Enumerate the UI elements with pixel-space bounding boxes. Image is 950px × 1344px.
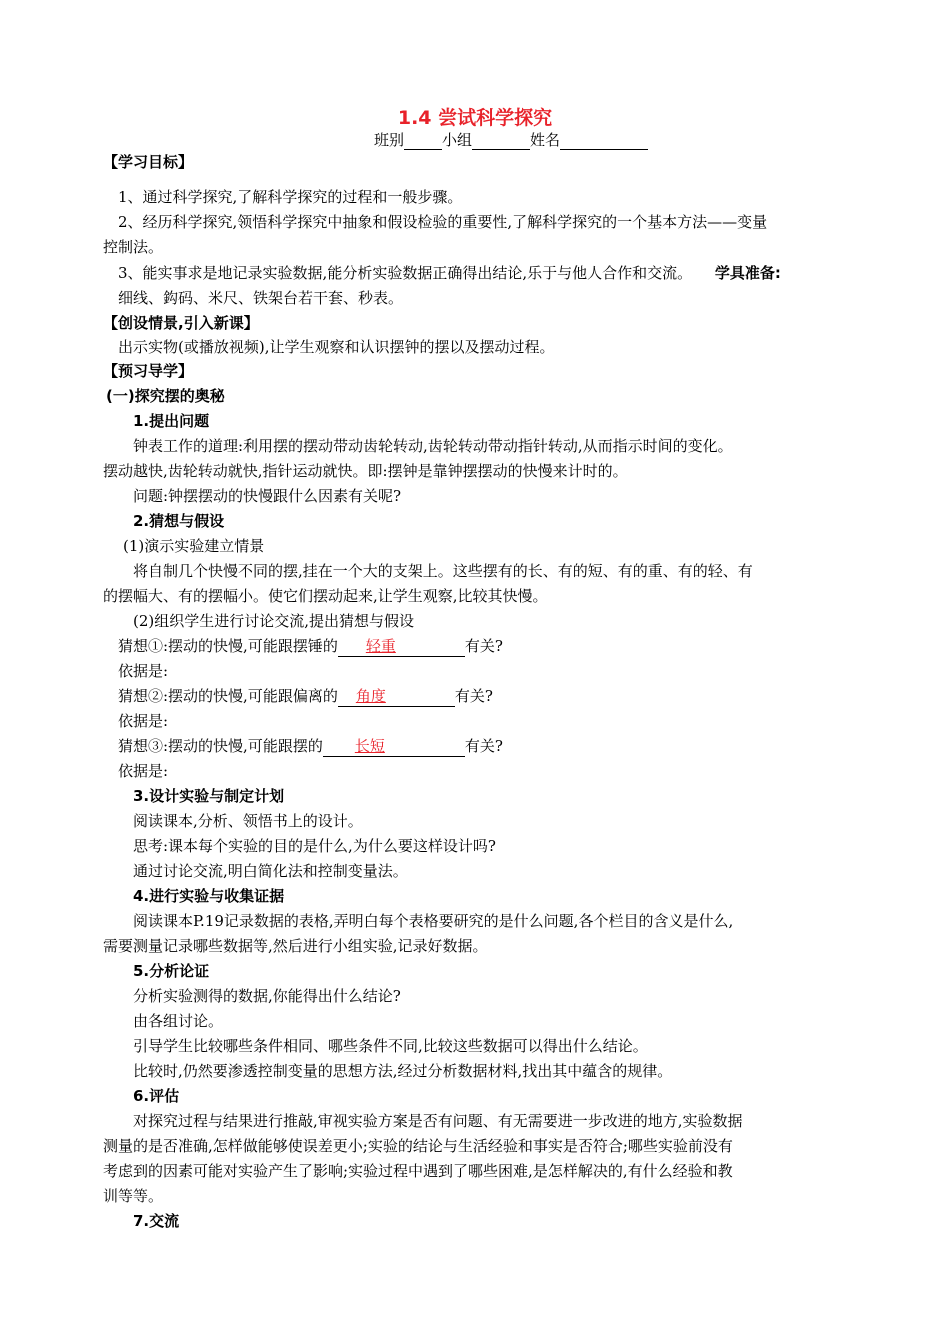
goal-2: 2、经历科学探究,领悟科学探究中抽象和假设检验的重要性,了解科学探究的一个基本方法——变量 [118, 213, 768, 231]
step1-heading: 1.提出问题 [133, 412, 210, 430]
guess-1-text: 猜想①:摆动的快慢,可能跟摆锤的 [118, 637, 338, 655]
class-label: 班别 [374, 131, 405, 149]
step4-line1: 阅读课本P.19记录数据的表格,弄明白每个表格要研究的是什么问题,各个栏目的含义是什么, [133, 912, 734, 930]
step1-paragraph-line2: 摆动越快,齿轮转动就快,指针运动就快。即:摆钟是靠钟摆摆动的快慢来计时的。 [103, 462, 628, 480]
step2-sub1: (1)演示实验建立情景 [123, 537, 265, 555]
guess-3-blank[interactable] [323, 736, 465, 757]
step1-paragraph-line1: 钟表工作的道理:利用摆的摆动带动齿轮转动,齿轮转动带动指针转动,从而指示时间的变化。 [133, 437, 733, 455]
step3-line1: 阅读课本,分析、领悟书上的设计。 [133, 812, 363, 830]
step5-line2: 由各组讨论。 [133, 1012, 224, 1030]
step2-heading: 2.猜想与假设 [133, 512, 225, 530]
step2-paragraph-line1: 将自制几个快慢不同的摆,挂在一个大的支架上。这些摆有的长、有的短、有的重、有的轻、有 [133, 562, 753, 580]
goal-1: 1、通过科学探究,了解科学探究的过程和一般步骤。 [118, 188, 463, 206]
guess-3 [118, 736, 503, 757]
guess-2-suffix: 有关? [454, 687, 493, 705]
tools-heading: 学具准备: [714, 264, 781, 282]
guess-2 [118, 686, 493, 707]
step1-question: 问题:钟摆摆动的快慢跟什么因素有关呢? [133, 487, 402, 505]
group-field[interactable] [472, 133, 530, 150]
step2-sub2: (2)组织学生进行讨论交流,提出猜想与假设 [133, 612, 415, 630]
guess-1-answer: 轻重 [365, 637, 396, 655]
step2-paragraph-line2: 的摆幅大、有的摆幅小。使它们摆动起来,让学生观察,比较其快慢。 [103, 587, 548, 605]
step5-line1: 分析实验测得的数据,你能得出什么结论? [133, 987, 401, 1005]
class-field[interactable] [404, 133, 442, 150]
step3-heading: 3.设计实验与制定计划 [133, 787, 285, 805]
tools-list: 细线、鈎码、米尺、铁架台若干套、秒表。 [118, 289, 404, 307]
guess-1-blank[interactable] [338, 636, 465, 657]
step6-line2: 测量的是否准确,怎样做能够使误差更小;实验的结论与生活经验和事实是否符合;哪些实验前没有 [103, 1137, 733, 1155]
goals-heading: 【学习目标】 [103, 153, 194, 171]
scene-heading: 【创设情景,引入新课】 [103, 314, 259, 332]
group-label: 小组 [442, 131, 473, 149]
scene-text: 出示实物(或播放视频),让学生观察和认识摆钟的摆以及摆动过程。 [118, 338, 555, 356]
step6-line4: 训等等。 [103, 1187, 164, 1205]
basis-2: 依据是: [118, 712, 169, 730]
guess-3-text: 猜想③:摆动的快慢,可能跟摆的 [118, 737, 323, 755]
goal-2-cont: 控制法。 [103, 238, 164, 256]
basis-3: 依据是: [118, 762, 169, 780]
guess-2-blank[interactable] [338, 686, 455, 707]
step5-line3: 引导学生比较哪些条件相同、哪些条件不同,比较这些数据可以得出什么结论。 [133, 1037, 648, 1055]
step5-heading: 5.分析论证 [133, 962, 210, 980]
step6-line3: 考虑到的因素可能对实验产生了影响;实验过程中遇到了哪些困难,是怎样解决的,有什么经验和教 [103, 1162, 733, 1180]
preview-heading: 【预习导学】 [103, 362, 194, 380]
guess-1 [118, 636, 503, 657]
goal-3: 3、能实事求是地记录实验数据,能分析实验数据正确得出结论,乐于与他人合作和交流。 [118, 264, 693, 282]
step5-line4: 比较时,仍然要渗透控制变量的思想方法,经过分析数据材料,找出其中蕴含的规律。 [133, 1062, 673, 1080]
step4-heading: 4.进行实验与收集证据 [133, 887, 285, 905]
page-title: 1.4 尝试科学探究 [397, 107, 553, 129]
guess-3-answer: 长短 [354, 737, 385, 755]
name-field[interactable] [560, 133, 648, 150]
guess-2-answer: 角度 [355, 687, 386, 705]
name-label: 姓名 [530, 131, 561, 149]
part1-heading: (一)探究摆的奥秘 [106, 387, 225, 405]
basis-1: 依据是: [118, 662, 169, 680]
goal-3-row [118, 263, 781, 283]
guess-3-suffix: 有关? [464, 737, 503, 755]
step3-line3: 通过讨论交流,明白简化法和控制变量法。 [133, 862, 408, 880]
step7-heading: 7.交流 [133, 1212, 180, 1230]
step6-line1: 对探究过程与结果进行推敲,审视实验方案是否有问题、有无需要进一步改进的地方,实验数据 [133, 1112, 743, 1130]
student-info-row [374, 130, 648, 150]
step4-line2: 需要测量记录哪些数据等,然后进行小组实验,记录好数据。 [103, 937, 488, 955]
step3-line2: 思考:课本每个实验的目的是什么,为什么要这样设计吗? [133, 837, 496, 855]
guess-2-text: 猜想②:摆动的快慢,可能跟偏离的 [118, 687, 338, 705]
guess-1-suffix: 有关? [464, 637, 503, 655]
step6-heading: 6.评估 [133, 1087, 180, 1105]
